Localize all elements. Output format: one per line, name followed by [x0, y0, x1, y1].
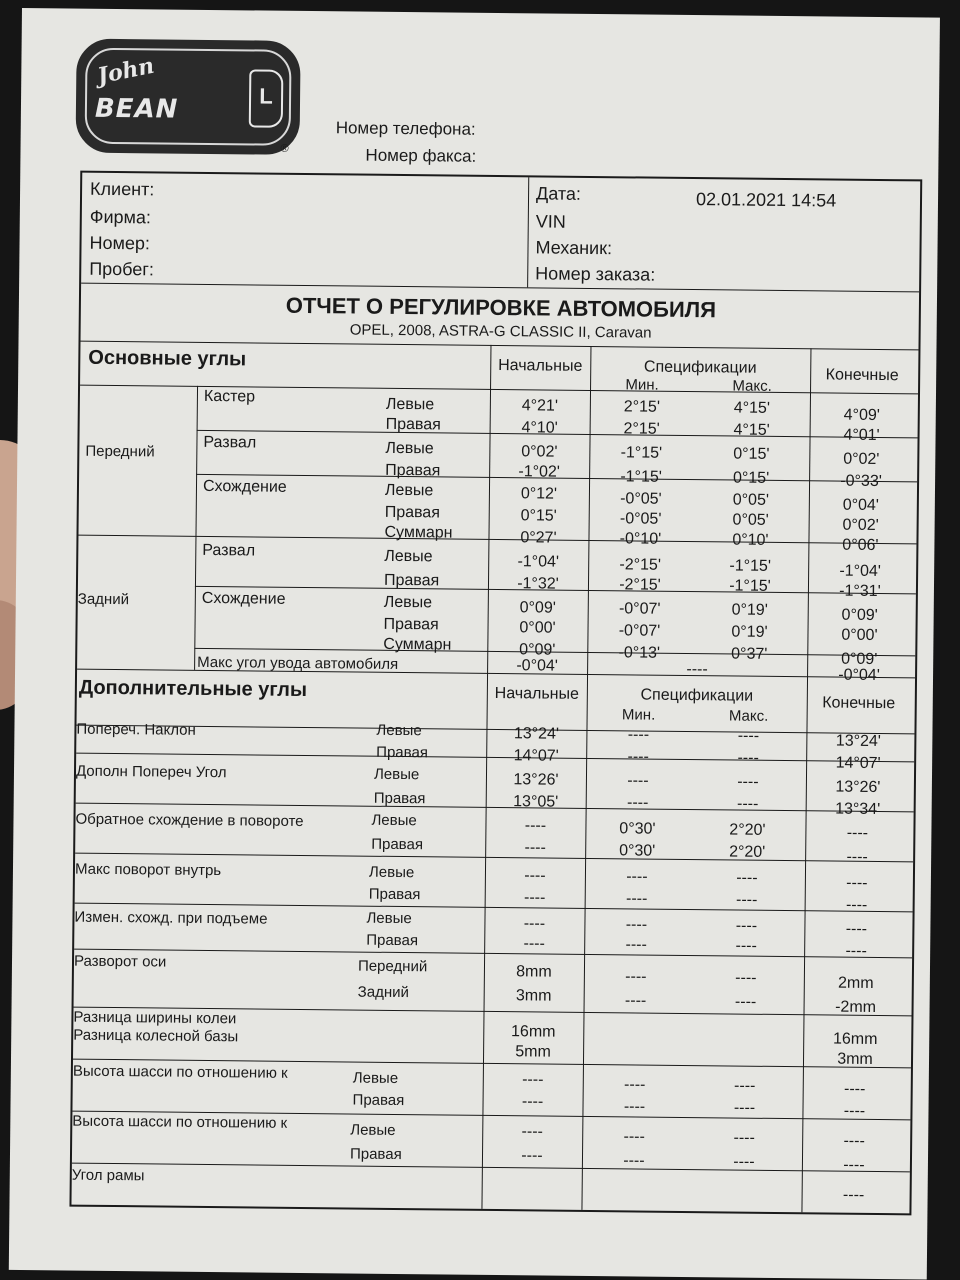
row-initial: 4°21': [521, 397, 559, 415]
row-initial: -1°02': [518, 463, 561, 481]
registered-mark: ®: [280, 142, 289, 155]
row-min: -0°10': [619, 530, 662, 548]
extra-side: Правая: [376, 743, 429, 762]
wheelbase-initial: 5mm: [515, 1043, 551, 1061]
thrust-final: -0°04': [838, 666, 880, 685]
chassis-height-2-min: ----: [623, 1128, 645, 1146]
row-initial: 0°12': [520, 485, 558, 503]
extra-final: 14°07': [835, 754, 881, 773]
chassis-height-1-final: ----: [843, 1080, 866, 1098]
extra-initial: ----: [523, 889, 546, 907]
extra-min: ----: [627, 726, 650, 744]
chassis-height-1-max: ----: [734, 1077, 756, 1095]
extra-final: ----: [845, 920, 868, 938]
row-group: Развал: [202, 541, 256, 560]
extra-side: Левые: [366, 909, 412, 928]
chassis-height-1-min: ----: [624, 1076, 646, 1094]
client-label: Клиент:: [90, 178, 155, 200]
extra-max: ----: [735, 917, 758, 935]
extra-col-initial: Начальные: [494, 684, 580, 703]
row-min: -0°05': [619, 510, 662, 528]
extra-initial: 3mm: [515, 987, 552, 1005]
frame-angle-label: Угол рамы: [71, 1166, 145, 1185]
row-side: Правая: [383, 615, 439, 634]
chassis-height-2-initial-2: ----: [521, 1147, 543, 1165]
extra-min: 0°30': [619, 842, 656, 860]
extra-angles-title: Дополнительные углы: [78, 676, 308, 702]
chassis-height-1-initial: ----: [522, 1071, 544, 1089]
row-min: -1°15': [620, 468, 662, 486]
date-value: 02.01.2021 14:54: [695, 189, 837, 211]
extra-initial: 13°24': [513, 725, 560, 743]
row-side: Левые: [385, 439, 434, 458]
extra-final: 2mm: [837, 974, 874, 992]
vin-label: VIN: [535, 211, 566, 232]
row-final: 0°00': [841, 626, 878, 644]
number-label: Номер:: [89, 232, 151, 254]
chassis-height-2-initial: ----: [521, 1123, 544, 1141]
main-angles-title: Основные углы: [88, 346, 247, 371]
date-label: Дата:: [535, 183, 582, 204]
chassis-height-2-left: Левые: [350, 1121, 396, 1139]
row-initial: 0°15': [520, 507, 557, 525]
extra-final: ----: [846, 848, 868, 866]
wheelbase-label: Разница колесной базы: [73, 1026, 239, 1046]
track-width-initial: 16mm: [510, 1023, 556, 1041]
extra-min: ----: [627, 748, 649, 766]
row-final: 0°02': [842, 516, 879, 534]
row-initial: 0°09': [519, 641, 556, 659]
row-group: Схождение: [202, 477, 287, 496]
extra-label: Измен. схожд. при подъеме: [74, 908, 268, 928]
extra-initial: ----: [524, 839, 546, 857]
chassis-height-2-right: Правая: [349, 1145, 402, 1164]
row-min: -0°13': [618, 644, 661, 662]
extra-side: Правая: [373, 789, 426, 808]
extra-min: ----: [625, 916, 648, 934]
report-title: ОТЧЕТ О РЕГУЛИРОВКЕ АВТОМОБИЛЯ: [285, 292, 717, 323]
row-final: -1°31': [839, 582, 881, 601]
row-side: Суммарн: [384, 523, 453, 542]
company-label: Фирма:: [89, 206, 152, 228]
extra-max: ----: [736, 869, 758, 887]
row-max: 0°10': [732, 531, 769, 549]
mechanic-label: Механик:: [535, 237, 613, 259]
row-side: Правая: [385, 461, 441, 480]
row-min: 2°15': [623, 398, 661, 416]
row-side: Правая: [383, 571, 440, 590]
track-width-label: Разница ширины колеи: [73, 1008, 237, 1028]
row-min: -2°15': [619, 576, 661, 594]
extra-final: 13°24': [835, 732, 881, 751]
row-group: Схождение: [201, 589, 286, 608]
row-initial: -1°32': [517, 575, 559, 593]
extra-initial: 14°07': [513, 747, 559, 765]
row-side: Правая: [385, 415, 441, 434]
extra-max: ----: [735, 969, 757, 987]
track-width-final: 16mm: [832, 1030, 878, 1049]
row-max: 0°15': [733, 445, 770, 463]
extra-label: Макс поворот внутрь: [74, 860, 222, 880]
extra-max: ----: [735, 937, 757, 955]
chassis-height-1-min-2: ----: [623, 1098, 646, 1116]
chassis-height-2-final: ----: [843, 1132, 865, 1150]
row-side: Правая: [384, 503, 441, 522]
row-max: 0°19': [731, 623, 768, 641]
extra-final: ----: [846, 874, 868, 892]
thrust-initial: -0°04': [516, 657, 558, 675]
row-initial: 4°10': [521, 419, 558, 437]
extra-max: ----: [737, 773, 759, 791]
row-initial: 0°00': [519, 619, 556, 637]
row-initial: 0°02': [521, 443, 558, 461]
chassis-height-1-initial-2: ----: [521, 1093, 544, 1111]
extra-max: ----: [737, 749, 759, 767]
extra-side: Левые: [376, 721, 422, 740]
mileage-label: Пробег:: [89, 258, 155, 280]
extra-final: 13°34': [835, 800, 881, 819]
extra-side: Правая: [371, 835, 424, 854]
extra-initial: ----: [523, 935, 545, 953]
john-bean-logo: [75, 39, 300, 155]
extra-side: Левые: [371, 811, 417, 830]
extra-col-spec: Спецификации: [640, 686, 754, 705]
extra-side: Левые: [373, 765, 420, 784]
fax-label: Номер факса:: [365, 145, 477, 166]
extra-final: ----: [846, 824, 869, 842]
rear-axle-label: Задний: [77, 590, 130, 609]
row-min: -1°15': [620, 444, 663, 462]
extra-side: Правая: [368, 885, 421, 904]
extra-initial: 13°26': [513, 771, 559, 789]
extra-max: ----: [734, 993, 757, 1011]
row-side: Левые: [385, 395, 435, 414]
phone-label: Номер телефона:: [335, 118, 476, 139]
row-final: 0°09': [841, 650, 878, 668]
row-side: Левые: [384, 547, 433, 566]
extra-label: Разворот оси: [73, 952, 167, 971]
extra-min: ----: [625, 890, 648, 908]
extra-initial: 13°05': [513, 793, 559, 811]
extra-initial: 8mm: [516, 963, 552, 981]
row-final: -1°04': [839, 562, 881, 581]
row-max: 0°05': [732, 511, 769, 529]
extra-label: Дополн Попереч Угол: [75, 762, 227, 782]
extra-side: Передний: [357, 957, 428, 976]
row-side: Левые: [384, 481, 434, 500]
extra-min: 0°30': [619, 820, 656, 838]
main-col-initial: Начальные: [498, 357, 583, 375]
thrust-angle-label: Макс угол увода автомобиля: [197, 653, 399, 673]
row-group: Кастер: [203, 387, 256, 406]
extra-final: ----: [845, 896, 868, 914]
row-initial: 0°27': [520, 529, 557, 547]
extra-side: Правая: [366, 931, 419, 950]
extra-side: Задний: [357, 983, 410, 1002]
chassis-height-1-final-2: ----: [843, 1102, 866, 1120]
main-col-final: Конечные: [825, 366, 899, 385]
extra-col-final: Конечные: [822, 694, 896, 713]
extra-final: ----: [845, 942, 867, 960]
row-max: 0°37': [731, 645, 768, 663]
extra-side: Левые: [368, 863, 415, 882]
extra-initial: ----: [524, 817, 547, 835]
extra-initial: ----: [523, 915, 546, 933]
extra-final: -2mm: [835, 998, 877, 1016]
extra-min: ----: [625, 936, 647, 954]
extra-max: ----: [736, 795, 759, 813]
extra-min: ----: [627, 772, 649, 790]
row-final: 4°09': [843, 406, 880, 425]
row-max: 4°15': [733, 421, 770, 439]
extra-label: Обратное схождение в повороте: [75, 810, 304, 830]
extra-col-max: Макс.: [728, 707, 769, 725]
logo-mark: L: [249, 69, 284, 127]
row-max: 0°05': [732, 491, 770, 509]
row-side: Левые: [383, 593, 433, 612]
extra-max: 2°20': [729, 821, 766, 839]
row-min: -2°15': [619, 556, 662, 574]
row-min: -0°05': [620, 490, 662, 508]
chassis-height-1-left: Левые: [352, 1069, 399, 1087]
row-initial: 0°09': [519, 599, 556, 617]
row-max: 0°15': [732, 469, 770, 487]
row-group: Развал: [203, 433, 257, 452]
extra-min: ----: [626, 868, 648, 886]
chassis-height-1-label: Высота шасси по отношению к: [72, 1062, 288, 1082]
chassis-height-2-label: Высота шасси по отношению к: [72, 1112, 288, 1132]
extra-final: 13°26': [835, 778, 881, 797]
front-axle-label: Передний: [85, 442, 155, 461]
row-final: 0°02': [843, 450, 880, 469]
logo-bean: BEAN: [94, 93, 179, 125]
report-sheet: [9, 8, 940, 1280]
extra-max: 2°20': [729, 843, 766, 861]
vehicle-info: OPEL, 2008, ASTRA-G CLASSIC II, Caravan: [349, 321, 652, 342]
row-final: -0°33': [840, 472, 882, 491]
row-final: 0°04': [842, 496, 880, 515]
chassis-height-2-max-2: ----: [733, 1153, 755, 1171]
frame-angle-final: ----: [842, 1186, 865, 1204]
extra-col-min: Мин.: [621, 706, 656, 724]
chassis-height-1-right: Правая: [352, 1091, 405, 1110]
row-max: 4°15': [733, 399, 771, 417]
row-min: 2°15': [623, 420, 660, 438]
chassis-height-1-max-2: ----: [733, 1099, 756, 1117]
row-max: -1°15': [729, 557, 772, 575]
row-min: -0°07': [618, 600, 661, 618]
row-final: 0°06': [842, 536, 879, 554]
row-final: 0°09': [841, 606, 878, 624]
extra-initial: ----: [524, 867, 546, 885]
main-col-min: Мин.: [625, 376, 659, 394]
main-col-spec: Спецификации: [643, 358, 757, 377]
chassis-height-2-final-2: ----: [843, 1156, 865, 1174]
chassis-height-2-min-2: ----: [623, 1152, 645, 1170]
extra-min: ----: [624, 992, 647, 1010]
main-col-max: Макс.: [732, 377, 772, 395]
row-min: -0°07': [618, 622, 661, 640]
logo-john: John: [95, 52, 157, 90]
thrust-spec: ----: [686, 660, 708, 679]
extra-max: ----: [735, 891, 758, 909]
row-max: 0°19': [731, 601, 768, 619]
extra-min: ----: [626, 794, 649, 812]
wheelbase-final: 3mm: [837, 1050, 873, 1068]
row-final: 4°01': [843, 426, 880, 445]
row-max: -1°15': [729, 577, 771, 595]
extra-label: Попереч. Наклон: [76, 720, 196, 739]
order-label: Номер заказа:: [535, 263, 656, 285]
report-table: [69, 171, 922, 1216]
extra-max: ----: [737, 727, 760, 745]
row-initial: -1°04': [517, 553, 560, 571]
row-side: Суммарн: [383, 635, 452, 654]
chassis-height-2-max: ----: [733, 1129, 755, 1147]
extra-min: ----: [625, 968, 647, 986]
